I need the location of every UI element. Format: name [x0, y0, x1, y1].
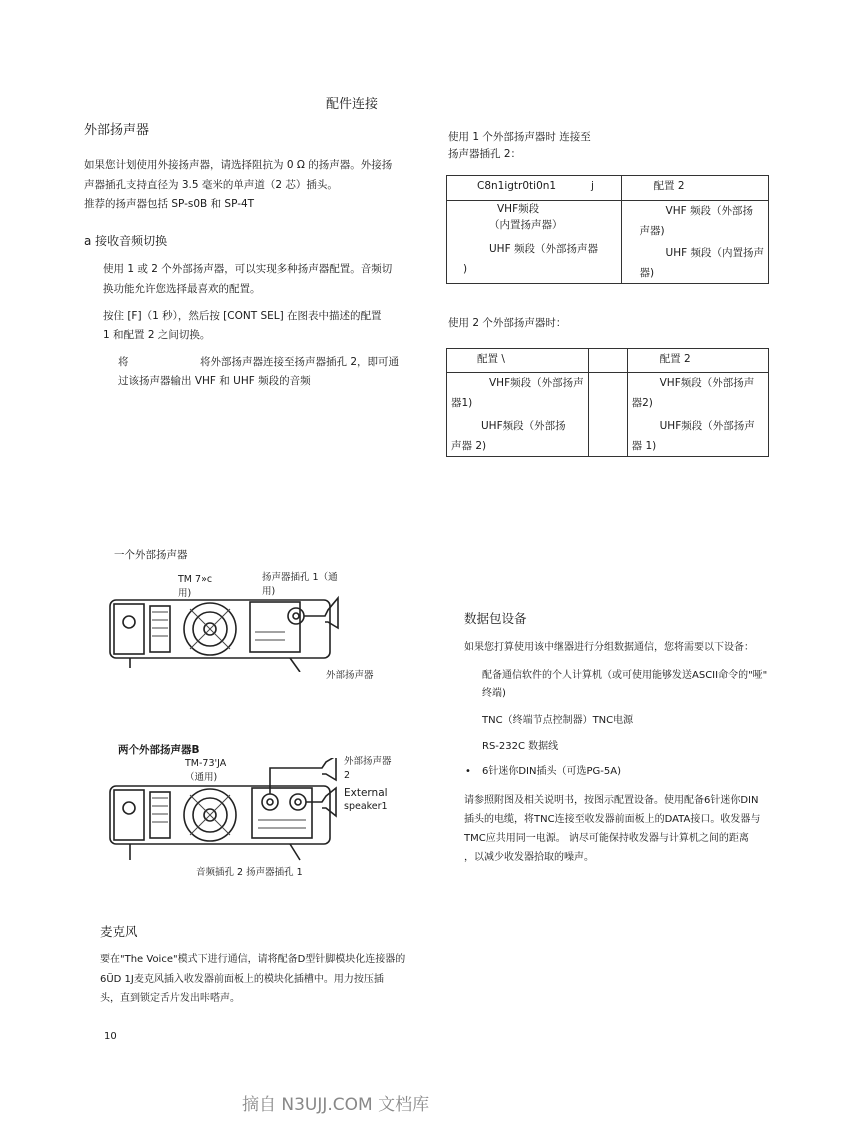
packet-item-4: 6针迷你DIN插头（可选PG-5A) — [482, 766, 621, 777]
diagram2-model-1: TM-73'JA — [185, 758, 227, 769]
diagram1-model-2: 用) — [178, 588, 192, 599]
diagram1-model-1: TM 7»c — [178, 574, 213, 585]
diagram2-bottom-labels: 音频插孔 2 扬声器插孔 1 — [196, 867, 303, 878]
table2-header-1: 配置 \ — [477, 353, 505, 365]
note-line-1: 将外部扬声器连接至扬声器插孔 2，即可通 — [200, 356, 400, 368]
config-table-2 — [446, 348, 769, 457]
packet-para-4: ，以减少收发器拾取的噪声。 — [464, 852, 594, 863]
table1-r1c2-2: 声器) — [639, 225, 665, 237]
table2-r1c1-1: VHF频段（外部扬声 — [489, 377, 584, 389]
table1-caption-2: 扬声器插孔 2： — [448, 148, 522, 160]
diagram2-title: 两个外部扬声器B — [118, 744, 200, 756]
table1-header-2: 配置 2 — [653, 180, 685, 192]
diagram2-ext2-1: 外部扬声器 — [344, 756, 392, 767]
diagram1-jack-2: 用) — [262, 586, 276, 597]
table1-r2c1-2: ) — [463, 263, 468, 275]
table1-header-1: C8n1igtr0ti0n1 j — [451, 176, 617, 196]
audio-switch-para-4: 1 和配置 2 之间切换。 — [103, 329, 211, 341]
table1-r2c2-1: UHF 频段（内置扬声 — [665, 247, 764, 259]
table2-header-2: 配置 2 — [659, 353, 691, 365]
table1-header-1b: j — [591, 180, 594, 192]
packet-para-1: 请参照附图及相关说明书，按图示配置设备。使用配备6针迷你DIN — [464, 795, 759, 806]
note-line-2: 过该扬声器输出 VHF 和 UHF 频段的音频 — [118, 375, 311, 387]
table1-r2c1-1: UHF 频段（外部扬声器 — [489, 243, 598, 255]
packet-item-3: RS-232C 数据线 — [482, 741, 559, 752]
table2-r1c1-2: 器1) — [451, 397, 473, 409]
audio-switch-para-1: 使用 1 或 2 个外部扬声器，可以实现多种扬声器配置。音频切 — [103, 263, 393, 275]
packet-item-2: TNC（终端节点控制器）TNC电源 — [482, 715, 634, 726]
packet-para-2: 插头的电缆，将TNC连接至收发器前面板上的DATA接口。收发器与 — [464, 814, 761, 825]
table1-r1c1-2: （内置扬声器） — [489, 219, 563, 231]
packet-item-1b: 终端) — [482, 688, 506, 699]
speaker-heading: 外部扬声器 — [84, 123, 150, 138]
diagram2-model-2: （通用) — [185, 772, 218, 783]
radio-diagram-2 — [100, 758, 350, 862]
table1-r2c2-2: 器) — [639, 267, 655, 279]
table2-r1c2-1: VHF频段（外部扬声 — [659, 377, 755, 389]
diagram1-jack-1: 扬声器插孔 1（通 — [262, 572, 338, 583]
audio-switch-para-2: 换功能允许您选择最喜欢的配置。 — [103, 283, 261, 295]
mic-heading: 麦克风 — [100, 924, 138, 939]
packet-intro: 如果您打算使用该中继器进行分组数据通信，您将需要以下设备： — [464, 642, 754, 653]
page-title: 配件连接 — [326, 97, 379, 112]
note-prefix: 将 — [118, 356, 129, 368]
table2-r2c1-1: UHF频段（外部扬 — [481, 420, 566, 432]
radio-diagram-1 — [100, 592, 360, 672]
page-number: 10 — [104, 1031, 117, 1042]
bullet-icon: • — [465, 766, 471, 777]
table2-r2c1-2: 声器 2) — [451, 440, 487, 452]
packet-para-3: TMC应共用同一电源。 讷尽可能保持收发器与计算机之间的距离 — [464, 833, 749, 844]
audio-switch-para-3: 按住 [F]（1 秒），然后按 [CONT SEL] 在图表中描述的配置 — [103, 310, 382, 322]
table2-r2c2-2: 器 1) — [631, 440, 657, 452]
table2-r1c2-2: 器2) — [631, 397, 653, 409]
diagram2-ext1-2: speaker1 — [344, 801, 388, 812]
speaker-para-2: 声器插孔支持直径为 3.5 毫米的单声道（2 芯）插头。 — [84, 179, 338, 191]
table2-r2c2-1: UHF频段（外部扬声 — [659, 420, 755, 432]
speaker-para-3: 推荐的扬声器包括 SP-s0B 和 SP-4T — [84, 198, 255, 210]
table2-caption: 使用 2 个外部扬声器时： — [448, 317, 567, 329]
table1-caption-1: 使用 1 个外部扬声器时 连接至 — [448, 131, 591, 143]
mic-para-2: 6ÜD 1J麦克风插入收发器前面板上的模块化插槽中。用力按压插 — [100, 974, 384, 985]
speaker-para-1: 如果您计划使用外接扬声器，请选择阻抗为 0 Ω 的扬声器。外接扬 — [84, 159, 393, 171]
footer-watermark: 摘自 N3UJJ.COM 文档库 — [242, 1095, 430, 1115]
packet-item-1a: 配备通信软件的个人计算机（或可使用能够发送ASCII命令的"哑" — [482, 670, 768, 681]
diagram2-ext1-1: External — [344, 787, 388, 799]
table1-r1c2-1: VHF 频段（外部扬 — [665, 205, 753, 217]
diagram1-ext-label: 外部扬声器 — [326, 670, 374, 681]
mic-para-3: 头，直到锁定舌片发出咔嗒声。 — [100, 993, 240, 1004]
diagram1-title: 一个外部扬声器 — [114, 549, 188, 561]
packet-heading: 数据包设备 — [464, 611, 527, 626]
mic-para-1: 要在"The Voice"模式下进行通信，请将配备D型针脚模块化连接器的 — [100, 954, 406, 965]
diagram2-ext2-2: 2 — [344, 770, 351, 781]
audio-switch-heading: a 接收音频切换 — [84, 234, 168, 248]
config-table-1 — [446, 175, 769, 284]
table1-r1c1-1: VHF频段 — [497, 203, 540, 215]
